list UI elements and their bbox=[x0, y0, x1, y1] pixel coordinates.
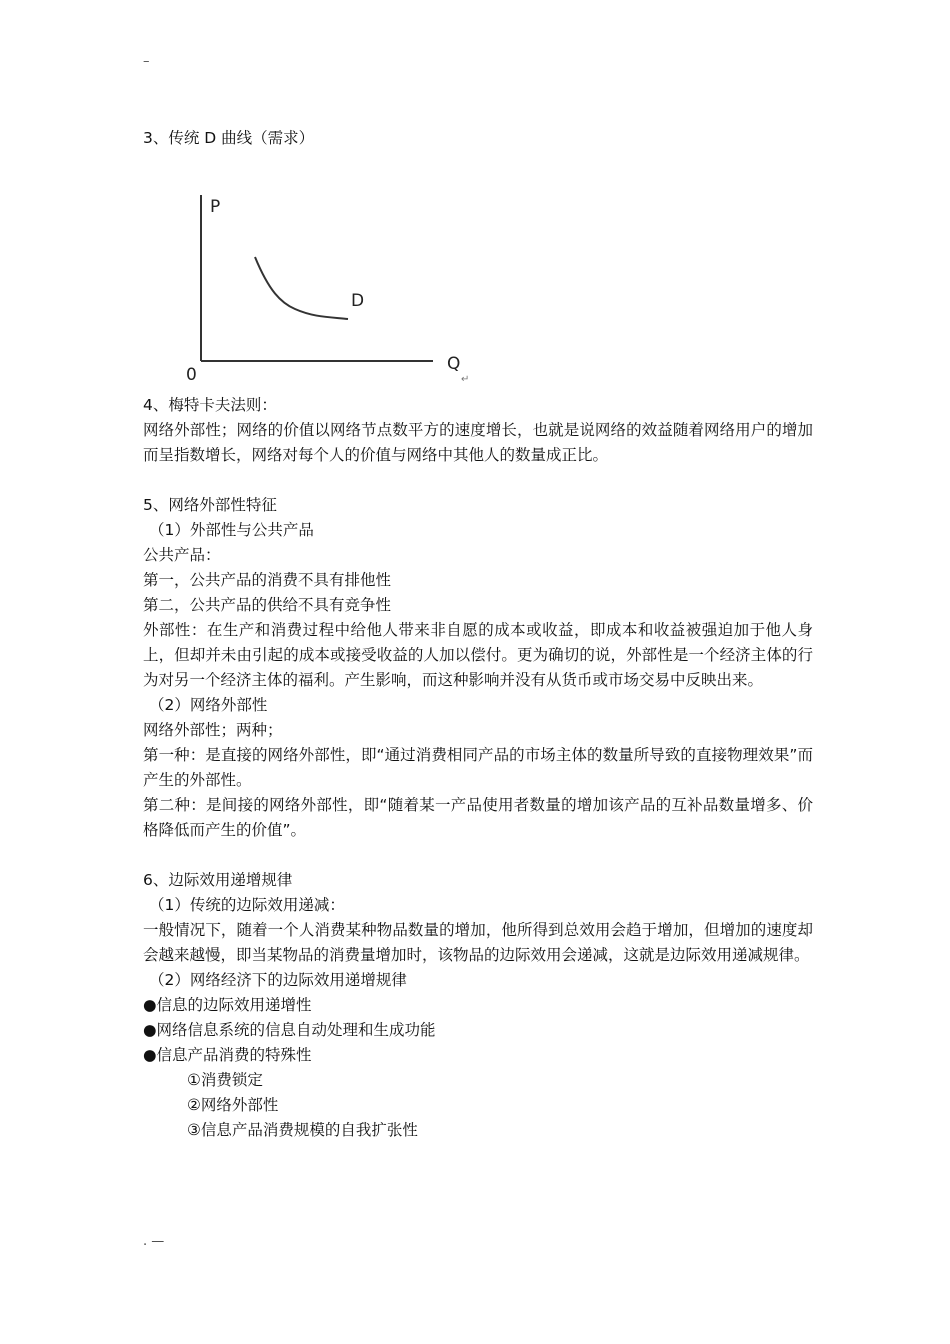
externality-definition: 外部性：在生产和消费过程中给他人带来非自愿的成本或收益，即成本和收益被强迫加于他人身上，但却并未由引起的成本或接受收益的人加以偿付。更为确切的说，外部性是一个经济主体的行为对另一个经济主体的福利。产生影响，而这种影响并没有从货币或市场交易中反映出来。 bbox=[143, 621, 813, 689]
section5-sub1: （1）外部性与公共产品 bbox=[149, 521, 314, 539]
numbered-item: ①消费锁定 bbox=[187, 1071, 263, 1089]
network-externality-kinds: 网络外部性；两种； bbox=[143, 721, 283, 739]
public-goods-second: 第二，公共产品的供给不具有竞争性 bbox=[143, 596, 392, 614]
section3-title: 3、传统 D 曲线（需求） bbox=[143, 129, 315, 147]
section5-title: 5、网络外部性特征 bbox=[143, 496, 277, 514]
numbered-item: ③信息产品消费规模的自我扩张性 bbox=[187, 1121, 418, 1139]
return-mark: ↵ bbox=[461, 374, 470, 385]
network-externality-kind1: 第一种：是直接的网络外部性，即“通过消费相同产品的市场主体的数量所导致的直接物理效果”而产生的外部性。 bbox=[143, 746, 813, 789]
public-goods-label: 公共产品： bbox=[143, 546, 221, 564]
demand-curve bbox=[255, 257, 348, 319]
page-footer-mark: . — bbox=[143, 1234, 165, 1249]
document-body bbox=[143, 126, 813, 1143]
numbered-item: ②网络外部性 bbox=[187, 1096, 279, 1114]
bullet-item: ●网络信息系统的信息自动处理和生成功能 bbox=[143, 1021, 436, 1039]
section5-sub2: （2）网络外部性 bbox=[149, 696, 268, 714]
y-axis-label: P bbox=[210, 197, 221, 217]
section6-sub2: （2）网络经济下的边际效用递增规律 bbox=[149, 971, 407, 989]
section6-sub1: （1）传统的边际效用递减： bbox=[149, 896, 345, 914]
network-externality-kind2: 第二种：是间接的网络外部性，即“随着某一产品使用者数量的增加该产品的互补品数量增多、价格降低而产生的价值”。 bbox=[143, 796, 813, 839]
diminishing-utility-body: 一般情况下，随着一个人消费某种物品数量的增加，他所得到总效用会趋于增加，但增加的速度却会越来越慢，即当某物品的消费量增加时，该物品的边际效用会递减，这就是边际效用递减规律。 bbox=[143, 921, 813, 964]
section4-body: 网络外部性；网络的价值以网络节点数平方的速度增长，也就是说网络的效益随着网络用户的增加而呈指数增长，网络对每个人的价值与网络中其他人的数量成正比。 bbox=[143, 421, 813, 464]
section4-title: 4、梅特卡夫法则： bbox=[143, 396, 277, 414]
curve-label: D bbox=[351, 291, 365, 311]
bullet-item: ●信息产品消费的特殊性 bbox=[143, 1046, 312, 1064]
demand-curve-figure bbox=[143, 155, 493, 385]
section6-title: 6、边际效用递增规律 bbox=[143, 871, 293, 889]
x-axis-label: Q bbox=[447, 354, 461, 374]
bullet-item: ●信息的边际效用递增性 bbox=[143, 996, 312, 1014]
public-goods-first: 第一，公共产品的消费不具有排他性 bbox=[143, 571, 392, 589]
demand-curve-svg bbox=[143, 155, 493, 385]
page-header-mark: – bbox=[143, 54, 150, 69]
origin-label: 0 bbox=[186, 365, 197, 385]
